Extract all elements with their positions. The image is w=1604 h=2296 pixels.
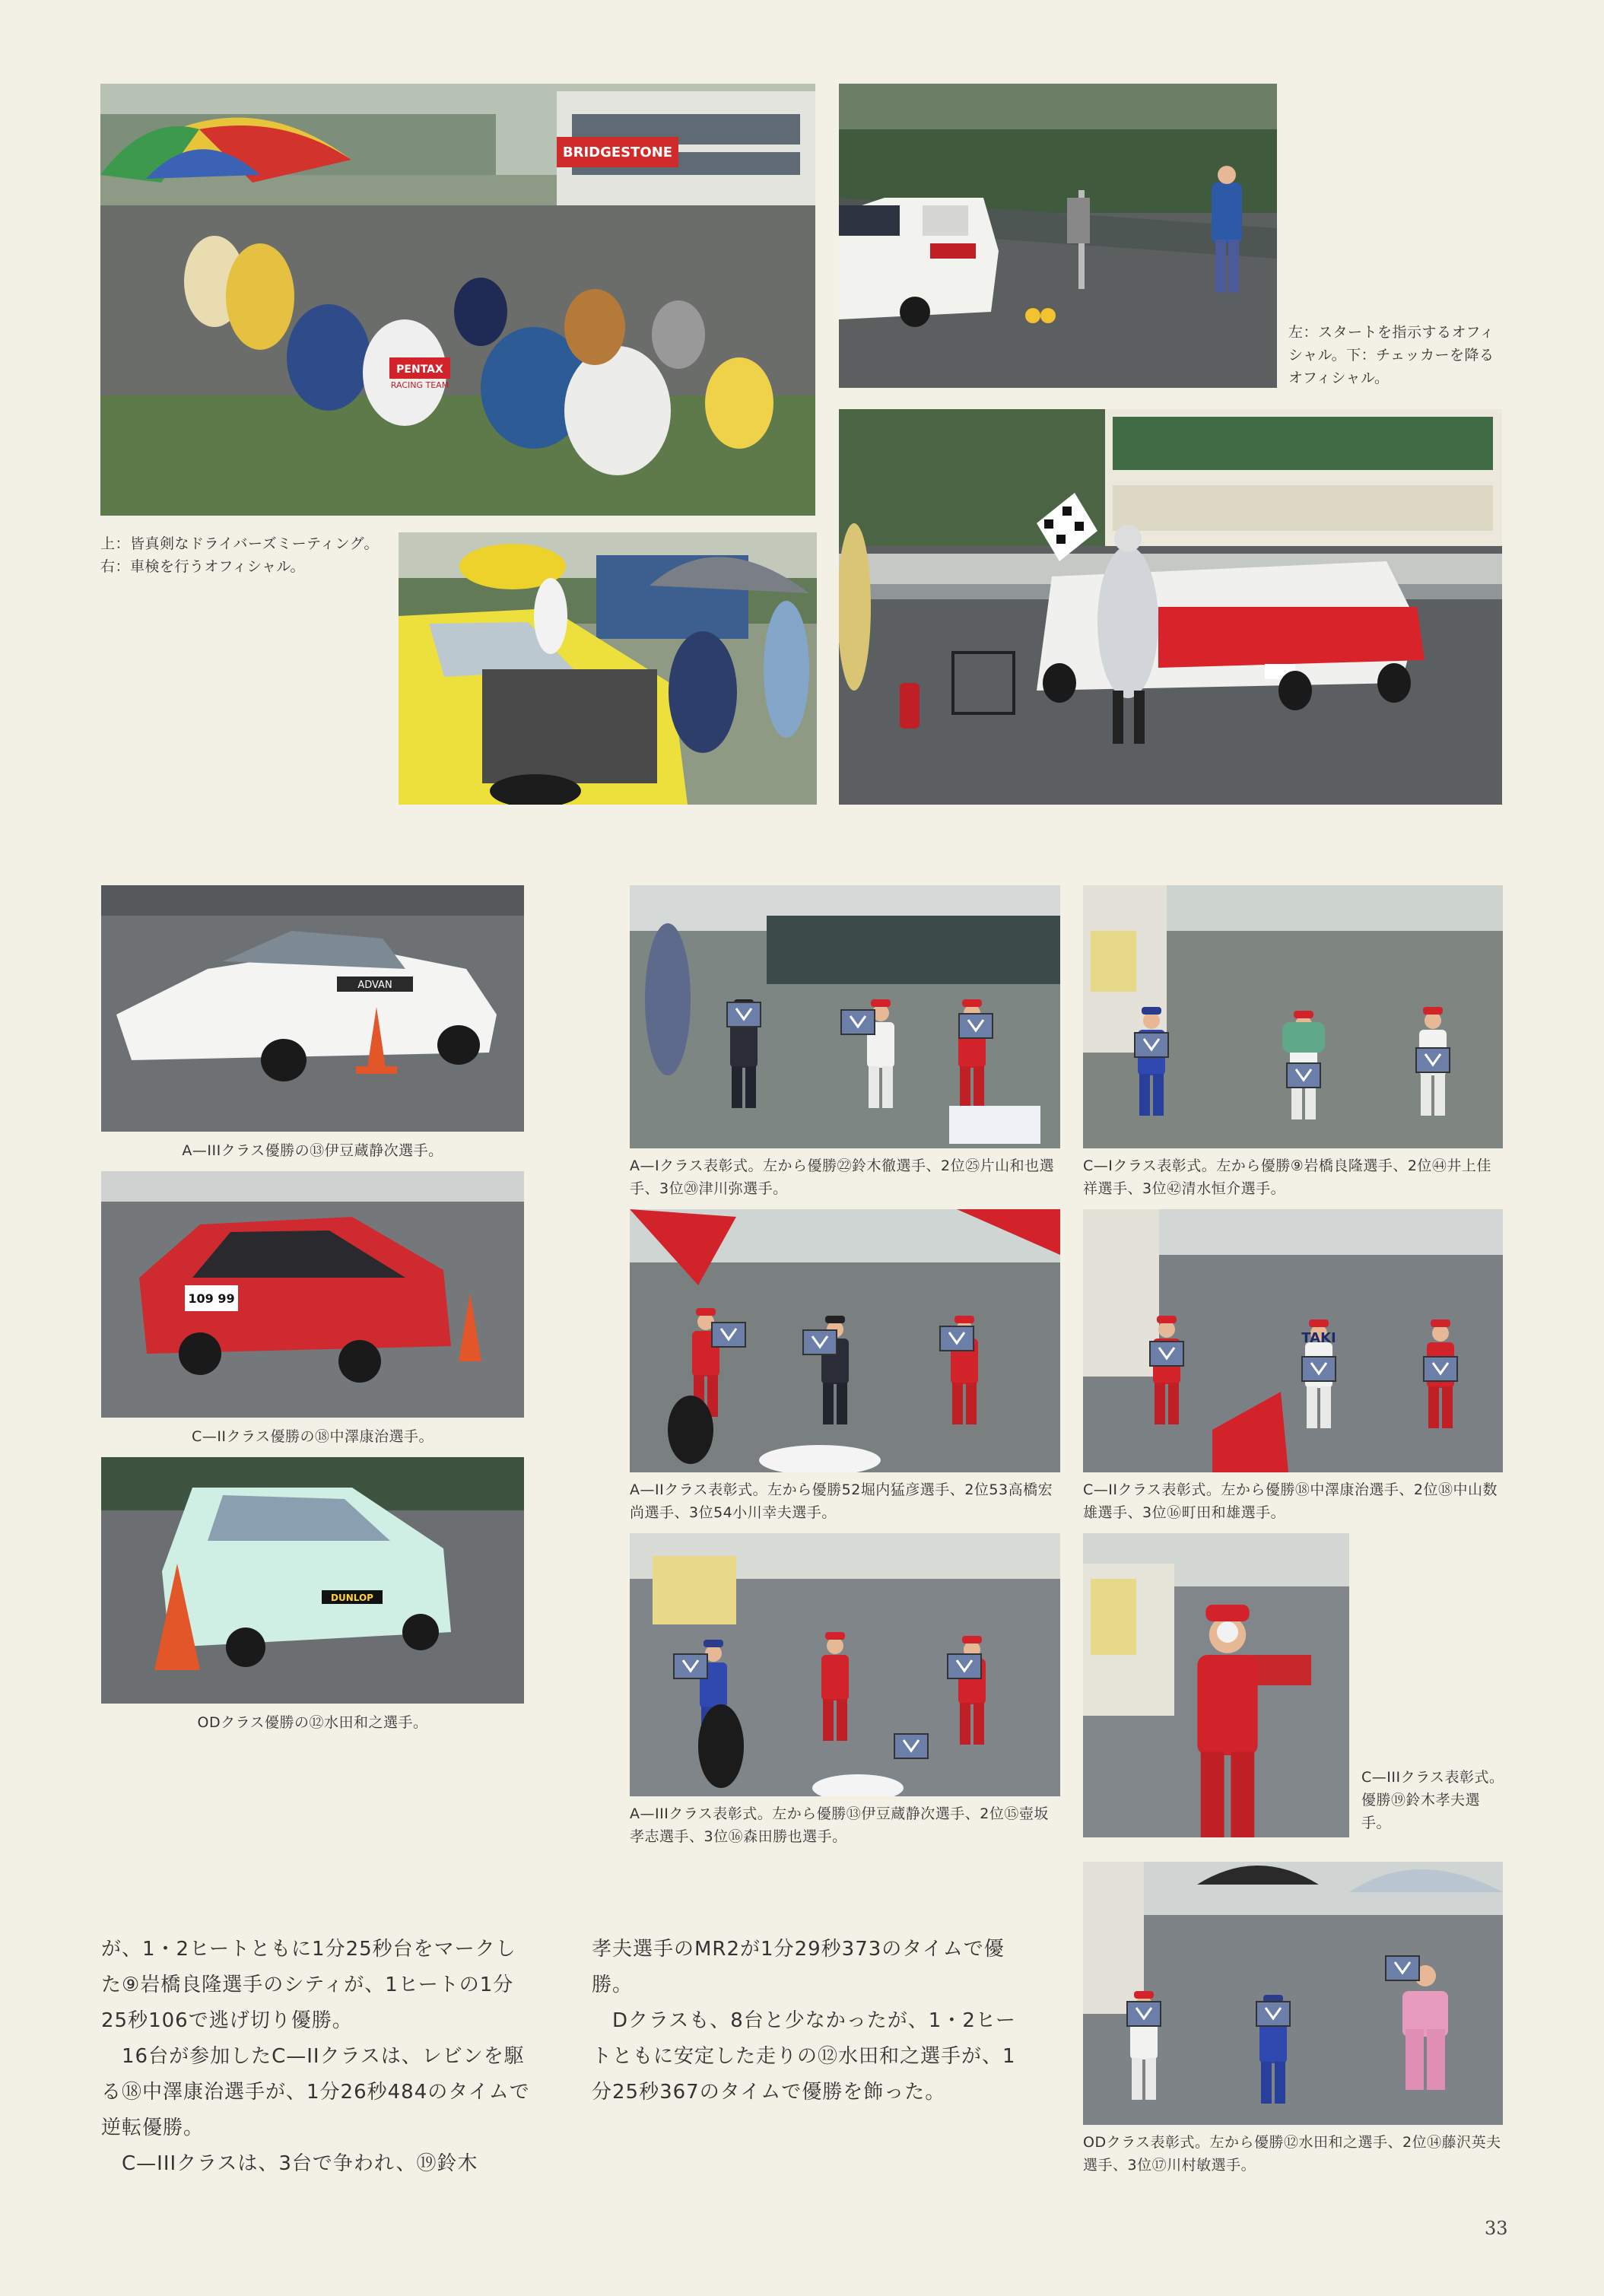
caption-od-winner: ODクラス優勝の⑫水田和之選手。 — [197, 1714, 428, 1731]
body-column-2 — [592, 1932, 1025, 2110]
caption-od-ceremony: ODクラス表彰式。左から優勝⑫水田和之選手、2位⑭藤沢英夫選手、3位⑰川村敏選手。 — [1083, 2134, 1501, 2174]
caption-a3-ceremony: A—IIIクラス表彰式。左から優勝⑬伊豆蔵静次選手、2位⑮壺坂孝志選手、3位⑯森田勝也選手。 — [630, 1805, 1049, 1845]
page-number: 33 — [1485, 2218, 1508, 2239]
photo-c1-ceremony — [1083, 885, 1503, 1148]
photo-c2-ceremony — [1083, 1209, 1503, 1472]
body-column-1 — [101, 1932, 535, 2182]
caption-a3-winner: A—IIIクラス優勝の⑬伊豆蔵静次選手。 — [182, 1142, 443, 1159]
photo-c3-ceremony — [1083, 1533, 1349, 1837]
body-paragraph: 孝夫選手のMR2が1分29秒373のタイムで優勝。 — [592, 1938, 1005, 1996]
caption-a1-ceremony: A—Iクラス表彰式。左から優勝㉒鈴木徹選手、2位㉕片山和也選手、3位⑳津川弥選手。 — [630, 1158, 1055, 1197]
photo-a1-ceremony — [630, 885, 1060, 1148]
racing-team-text: RACING TEAM — [390, 380, 449, 390]
body-paragraph: が、1・2ヒートともに1分25秒台をマークした⑨岩橋良隆選手のシティが、1ヒートの1分25秒106で逃げ切り優勝。 — [101, 1938, 516, 2032]
caption-c1-ceremony: C—Iクラス表彰式。左から優勝⑨岩橋良隆選手、2位㊹井上佳祥選手、3位㊷清水恒介選手。 — [1083, 1158, 1491, 1197]
caption-top-right: 左：スタートを指示するオフィシャル。下：チェッカーを降るオフィシャル。 — [1288, 324, 1494, 386]
photo-start-official — [839, 84, 1277, 388]
photo-a3-ceremony — [630, 1533, 1060, 1796]
taki-jacket-text: TAKI — [1301, 1330, 1336, 1346]
bridgestone-sign: BRIDGESTONE — [562, 144, 673, 160]
dunlop-sticker: DUNLOP — [331, 1593, 373, 1603]
photo-od-ceremony — [1083, 1862, 1503, 2125]
caption-c2-ceremony: C—IIクラス表彰式。左から優勝⑱中澤康治選手、2位⑱中山数雄選手、3位⑯町田和雄選手。 — [1083, 1481, 1498, 1521]
photo-od-winner-car — [101, 1457, 524, 1704]
body-paragraph: 16台が参加したC—IIクラスは、レビンを駆る⑱中澤康治選手が、1分26秒484のタイムで逆転優勝。 — [101, 2045, 530, 2139]
photo-inspection — [399, 532, 817, 805]
caption-c3-ceremony: C—IIIクラス表彰式。優勝⑲鈴木孝夫選手。 — [1361, 1769, 1504, 1831]
pentax-jacket-text: PENTAX — [396, 364, 443, 376]
car-number-plate: 109 99 — [188, 1291, 235, 1306]
caption-top-left: 上：皆真剣なドライバーズミーティング。右：車検を行うオフィシャル。 — [100, 535, 379, 575]
body-paragraph: Dクラスも、8台と少なかったが、1・2ヒートともに安定した走りの⑫水田和之選手が、1分25秒367のタイムで優勝を飾った。 — [592, 2009, 1016, 2104]
photo-a2-ceremony — [630, 1209, 1060, 1472]
photo-a3-winner-car — [101, 885, 524, 1132]
caption-c2-winner: C—IIクラス優勝の⑱中澤康治選手。 — [192, 1428, 434, 1445]
photo-drivers-meeting — [100, 84, 815, 516]
photo-c2-winner-car — [101, 1171, 524, 1418]
advan-sticker: ADVAN — [357, 980, 392, 991]
body-paragraph: C—IIIクラスは、3台で争われ、⑲鈴木 — [101, 2152, 478, 2175]
caption-a2-ceremony: A—IIクラス表彰式。左から優勝52堀内猛彦選手、2位53高橋宏尚選手、3位54小川幸夫選手。 — [630, 1481, 1053, 1521]
photo-checker-flag — [839, 409, 1502, 805]
